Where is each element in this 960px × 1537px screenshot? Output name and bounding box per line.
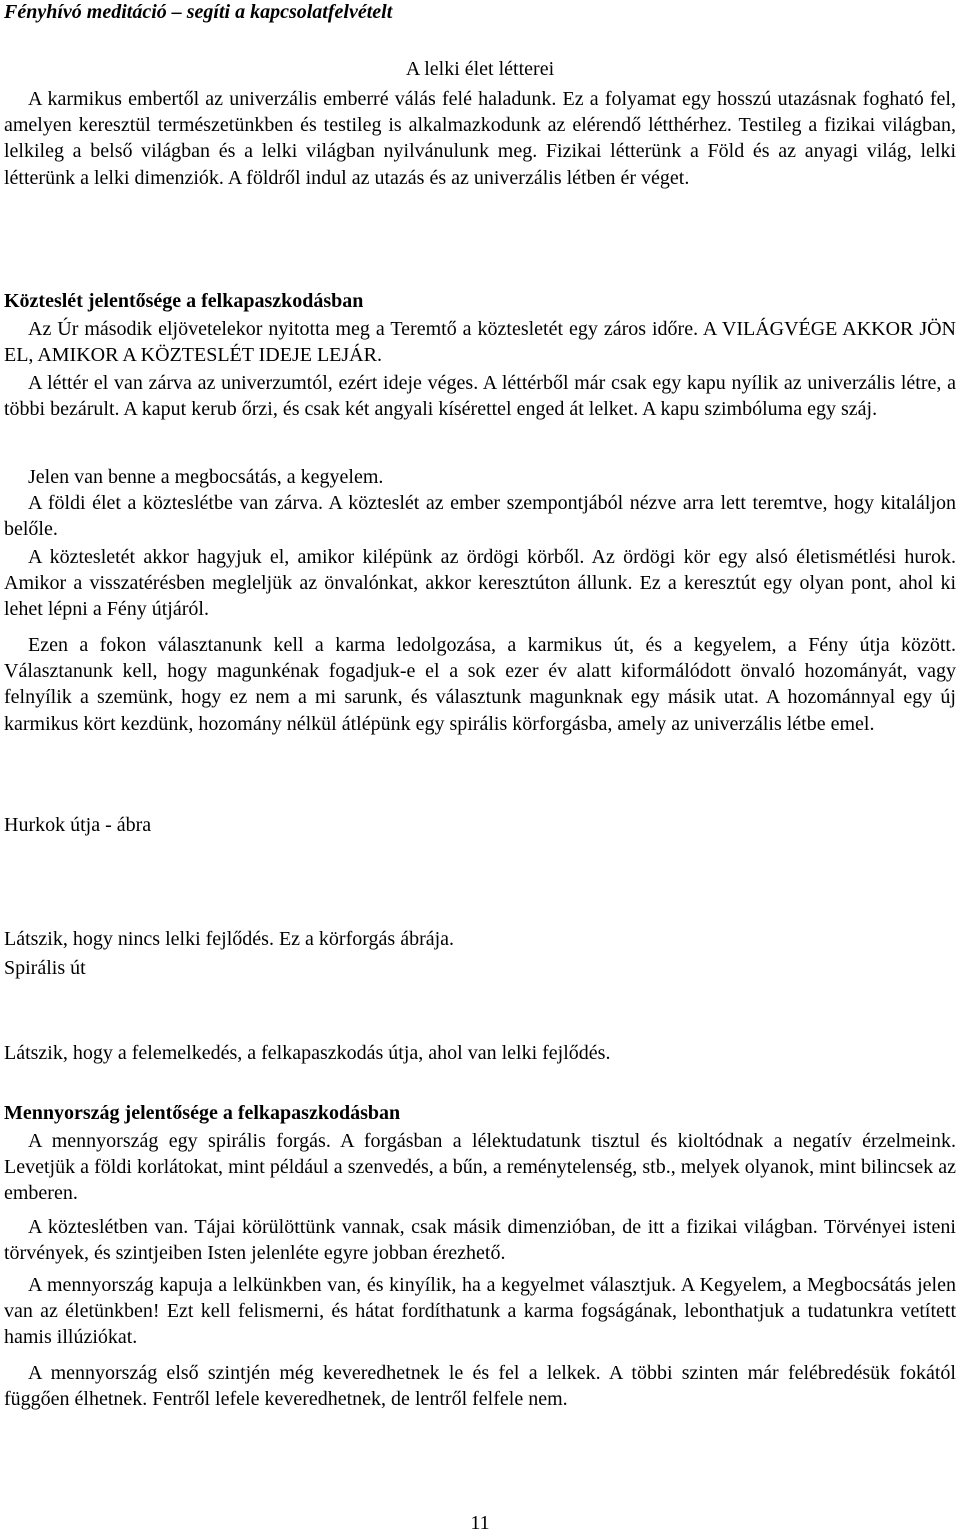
paragraph: A földi élet a közteslétbe van zárva. A közteslét az ember szempontjából nézve arra lett teremtve, hogy kitaláljon belőle.	[4, 492, 956, 541]
paragraph: A mennyország kapuja a lelkünkben van, és kinyílik, ha a kegyelmet választjuk. A Kegyelem, a Megbocsátás jelen van az életünkben! Ezt kell felismerni, és hátat fordíthatunk a karma fogságának, lebonthatjuk a tudatunkra vetített hamis illúziókat.	[4, 1274, 956, 1349]
section-heading-kozteslet: Közteslét jelentősége a felkapaszkodásban	[4, 290, 364, 312]
paragraph: A közteslétben van. Tájai körülöttünk vannak, csak másik dimenzióban, de itt a fizikai világban. Törvényei isteni törvények, és szintjeiben Isten jelenléte egyre jobban érezhető.	[4, 1216, 956, 1265]
paragraph: Az Úr második eljövetelekor nyitotta meg a Teremtő a köztesletét egy záros időre. A VILÁGVÉGE AKKOR JÖN EL, AMIKOR A KÖZTESLÉT IDEJE LEJÁR.	[4, 318, 956, 367]
figure-caption-spiral: Spirális út	[4, 957, 86, 979]
paragraph: A köztesletét akkor hagyjuk el, amikor kilépünk az ördögi körből. Az ördögi kör egy alsó életismétlési hurok. Amikor a visszatérésben megleljük az önvalónkat, akkor keresztúton állunk. Ez a keresztút egy olyan pont, ahol ki lehet lépni a Fény útjáról.	[4, 546, 956, 621]
running-header: Fényhívó meditáció – segíti a kapcsolatfelvételt	[4, 1, 393, 23]
paragraph: A léttér el van zárva az univerzumtól, ezért ideje véges. A léttérből már csak egy kapu nyílik az univerzális létre, a többi bezárult. A kaput kerub őrzi, és csak két angyali kísérettel enged át lelket. A kapu szimbóluma egy száj.	[4, 372, 956, 421]
paragraph: A mennyország első szintjén még keveredhetnek le és fel a lelkek. A többi szinten már felébredésük fokától függően élhetnek. Fentről lefele keveredhetnek, de lentről felfele nem.	[4, 1362, 956, 1411]
paragraph: Jelen van benne a megbocsátás, a kegyelem.	[28, 466, 384, 488]
page-title: A lelki élet létterei	[405, 58, 555, 80]
figure-note-spiral: Látszik, hogy a felemelkedés, a felkapaszkodás útja, ahol van lelki fejlődés.	[4, 1042, 611, 1064]
paragraph: A mennyország egy spirális forgás. A forgásban a lélektudatunk tisztul és kioltódnak a negatív érzelmeink. Levetjük a földi korlátokat, mint például a szenvedés, a bűn, a reménytelenség, stb., melyek olyanok, mint bilincsek az emberen.	[4, 1130, 956, 1205]
page-number: 11	[470, 1512, 490, 1534]
section-heading-mennyorszag: Mennyország jelentősége a felkapaszkodásban	[4, 1102, 401, 1124]
intro-paragraph: A karmikus embertől az univerzális emberré válás felé haladunk. Ez a folyamat egy hosszú utazásnak fogható fel, amelyen keresztül természetünkben és testileg is alkalmazkodunk az elérendő létthérhez. Testileg a fizikai világban, lelkileg a belső világban és a lelki világban nyilvánulunk meg. Fizikai létterünk a Föld és az anyagi világ, lelki létterünk a lelki dimenziók. A földről indul az utazás és az univerzális létben ér véget.	[4, 88, 956, 189]
figure-caption-loop: Hurkok útja - ábra	[4, 814, 152, 836]
figure-note-loop: Látszik, hogy nincs lelki fejlődés. Ez a körforgás ábrája.	[4, 928, 455, 950]
paragraph: Ezen a fokon választanunk kell a karma ledolgozása, a karmikus út, és a kegyelem, a Fény útja között. Választanunk kell, hogy magunkénak fogadjuk-e el a sok ezer év alatt kiformálódott önvaló hozományát, vagy felnyílik a szemünk, hogy ez nem a mi sarunk, és választunk magunknak egy másik utat. A hozománnyal egy új karmikus kört kezdünk, hozomány nélkül átlépünk egy spirális körforgásba, amely az univerzális létbe emel.	[4, 634, 956, 735]
